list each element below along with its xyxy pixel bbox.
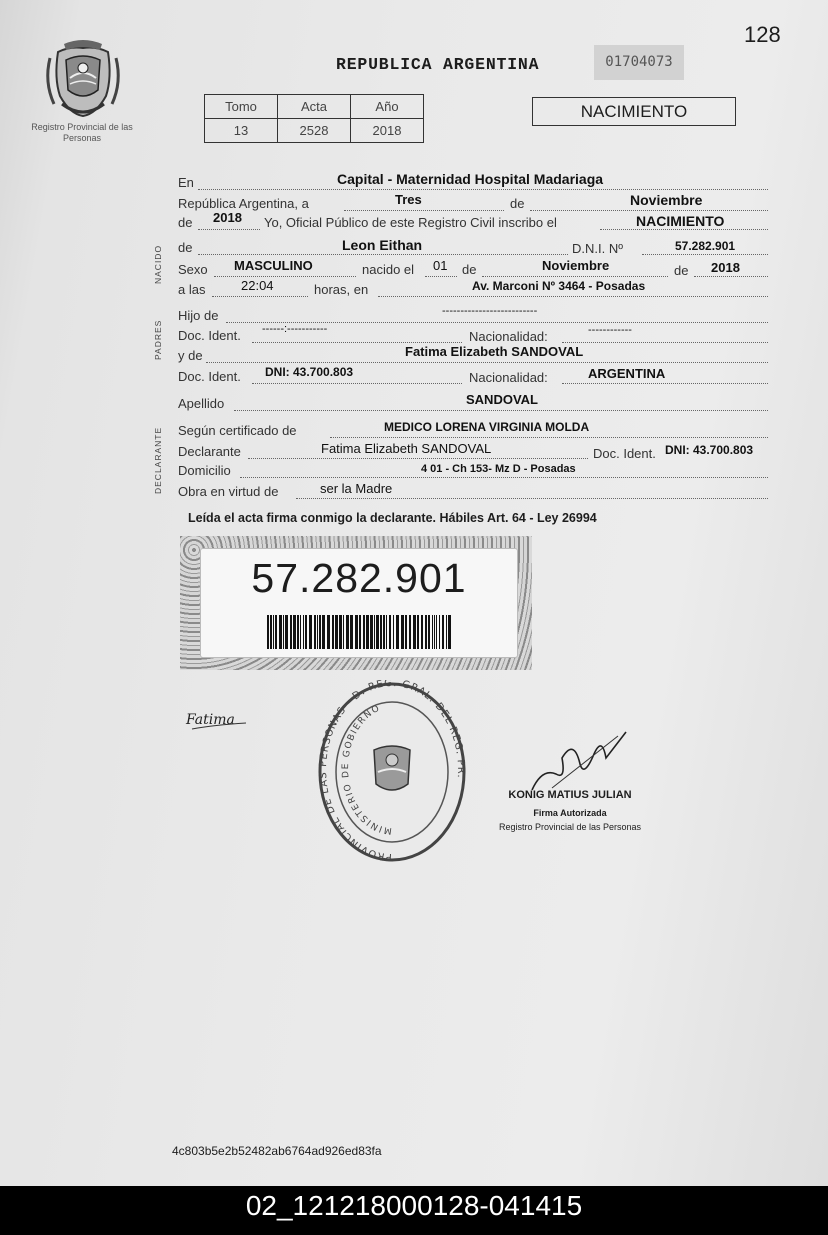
dotted-line — [240, 477, 768, 478]
dni-card — [180, 536, 532, 670]
value-birth-year: 2018 — [711, 260, 740, 275]
label-nacionalidad-1: Nacionalidad: — [469, 329, 548, 344]
dotted-line — [252, 342, 462, 343]
register-value-row — [205, 119, 424, 143]
dotted-line — [206, 362, 768, 363]
value-address: Av. Marconi Nº 3464 - Posadas — [472, 279, 646, 293]
label-domicilio: Domicilio — [178, 463, 231, 478]
value-certificate: MEDICO LORENA VIRGINIA MOLDA — [384, 420, 590, 434]
label-segun: Según certificado de — [178, 423, 297, 438]
dotted-line — [198, 229, 260, 230]
value-declarant-doc: DNI: 43.700.803 — [665, 443, 754, 457]
value-mother-nat: ARGENTINA — [588, 366, 666, 381]
logo-caption: Registro Provincial de las Personas — [31, 122, 133, 143]
svg-text:Fatima: Fatima — [186, 712, 235, 728]
dotted-line — [482, 276, 668, 277]
value-month-text: Noviembre — [630, 192, 703, 208]
label-de-b2: de — [674, 263, 689, 278]
label-obra: Obra en virtud de — [178, 484, 279, 499]
section-label-nacido: NACIDO — [153, 244, 163, 284]
register-value-tomo: 13 — [205, 119, 278, 143]
official-role: Firma Autorizada — [533, 808, 607, 818]
label-hijo-de: Hijo de — [178, 308, 219, 323]
value-name: Leon Eithan — [342, 237, 423, 253]
register-header-tomo: Tomo — [205, 95, 278, 119]
value-dni: 57.282.901 — [675, 239, 736, 253]
value-by-virtue: ser la Madre — [320, 481, 393, 496]
document-title: REPUBLICA ARGENTINA — [336, 55, 540, 74]
label-nacionalidad-2: Nacionalidad: — [469, 370, 548, 385]
file-caption: 02_121218000128-041415 — [245, 1190, 583, 1221]
document-hash: 4c803b5e2b52482ab6764ad926ed83fa — [172, 1144, 382, 1158]
value-birth-month: Noviembre — [542, 258, 610, 273]
official-name: KONIG MATIUS JULIAN — [508, 789, 632, 801]
serial-number: 01704073 — [594, 45, 684, 80]
record-type: NACIMIENTO — [532, 97, 736, 126]
label-en: En — [178, 175, 194, 190]
dotted-line — [248, 458, 588, 459]
value-event: NACIMIENTO — [636, 213, 725, 229]
label-declarante: Declarante — [178, 444, 241, 459]
barcode-icon — [267, 615, 455, 649]
dotted-line — [600, 229, 768, 230]
value-day-text: Tres — [395, 192, 422, 207]
section-label-padres: PADRES — [153, 319, 163, 360]
dotted-line — [198, 254, 568, 255]
page-number: 128 — [744, 22, 781, 47]
value-mother-doc: DNI: 43.700.803 — [265, 365, 354, 379]
label-de: de — [510, 196, 525, 211]
dotted-line — [562, 383, 768, 384]
value-father-doc: ------:----------- — [262, 323, 328, 335]
dotted-line — [214, 276, 356, 277]
value-declarant: Fatima Elizabeth SANDOVAL — [321, 441, 492, 456]
value-time: 22:04 — [241, 278, 274, 293]
value-year: 2018 — [213, 210, 242, 225]
label-de-b1: de — [462, 262, 477, 277]
label-apellido: Apellido — [178, 396, 225, 411]
svg-text:MINISTERIO DE GOBIERNO: MINISTERIO DE GOBIERNO — [340, 703, 393, 836]
value-father: -------------------------- — [442, 305, 538, 317]
label-dni: D.N.I. Nº — [572, 241, 623, 256]
label-de-name: de — [178, 240, 193, 255]
label-yo: Yo, Oficial Público de este Registro Civil inscribo el — [264, 215, 557, 230]
dotted-line — [252, 383, 462, 384]
dotted-line — [425, 276, 457, 277]
register-header-row — [205, 95, 424, 119]
label-sexo: Sexo — [178, 262, 208, 277]
dotted-line — [296, 498, 768, 499]
official-org: Registro Provincial de las Personas — [498, 822, 642, 832]
svg-text:PROVINCIAL DE LAS PERSONAS - D: PROVINCIAL DE LAS PERSONAS - D. REG. GRAL. DEL REG. PR. — [318, 680, 467, 863]
dotted-line — [694, 276, 768, 277]
label-y-de: y de — [178, 348, 203, 363]
value-sex: MASCULINO — [234, 258, 313, 273]
dotted-line — [198, 189, 768, 190]
value-father-nat: ------------ — [588, 324, 632, 336]
dotted-line — [330, 437, 768, 438]
value-place: Capital - Maternidad Hospital Madariaga — [337, 171, 604, 187]
section-label-declarante: DECLARANTE — [153, 426, 163, 494]
label-doc-ident-1: Doc. Ident. — [178, 328, 241, 343]
dotted-line — [562, 342, 768, 343]
register-header-ano: Año — [351, 95, 424, 119]
register-value-acta: 2528 — [278, 119, 351, 143]
dotted-line — [234, 410, 768, 411]
dni-card-number: 57.282.901 — [251, 555, 467, 601]
value-domicile: 4 01 - Ch 153- Mz D - Posadas — [421, 463, 576, 475]
label-republica: República Argentina, a — [178, 196, 309, 211]
dotted-line — [344, 210, 504, 211]
dotted-line — [530, 210, 768, 211]
register-table — [204, 94, 424, 143]
dotted-line — [378, 296, 768, 297]
label-a-las: a las — [178, 282, 206, 297]
register-header-acta: Acta — [278, 95, 351, 119]
label-doc-ident-3: Doc. Ident. — [593, 446, 656, 461]
label-doc-ident-2: Doc. Ident. — [178, 369, 241, 384]
dni-card-inner — [200, 548, 518, 658]
closing-statement: Leída el acta firma conmigo la declarante. Hábiles Art. 64 - Ley 26994 — [188, 511, 597, 525]
dotted-line — [212, 296, 308, 297]
provincial-logo — [40, 38, 126, 127]
label-horas-en: horas, en — [314, 282, 369, 297]
label-nacido-el: nacido el — [362, 262, 415, 277]
value-birth-day: 01 — [433, 258, 448, 273]
value-mother: Fatima Elizabeth SANDOVAL — [405, 344, 584, 359]
dotted-line — [642, 254, 768, 255]
official-stamp — [316, 680, 468, 873]
declarant-signature — [184, 706, 254, 737]
label-de-year: de — [178, 215, 193, 230]
value-surname: SANDOVAL — [466, 392, 538, 407]
register-value-ano: 2018 — [351, 119, 424, 143]
